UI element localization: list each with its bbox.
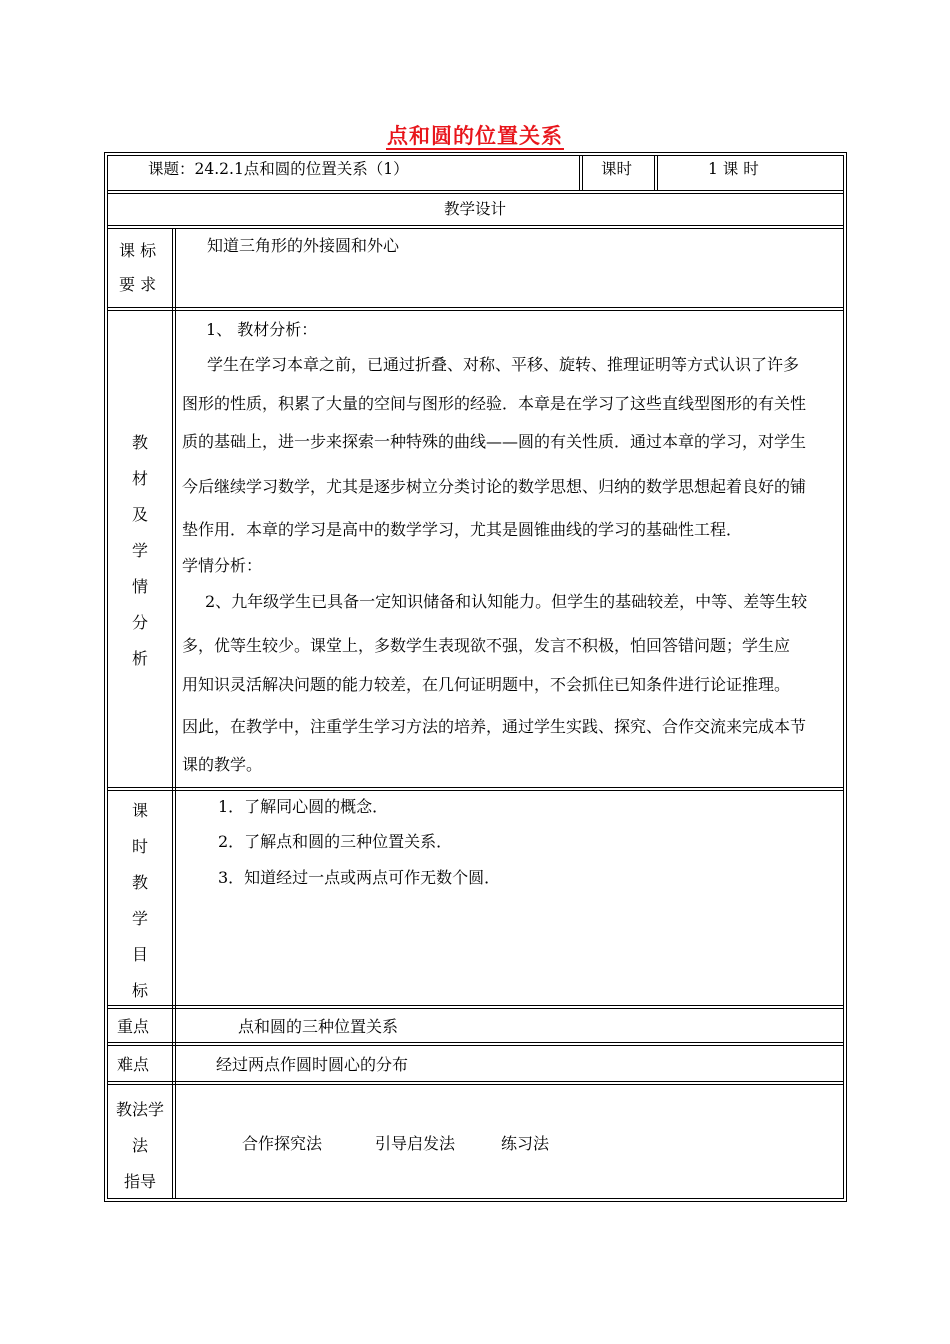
row-sep-design-2 bbox=[107, 228, 844, 229]
method-item: 合作探究法 bbox=[242, 1134, 323, 1153]
section-design: 教学设计 bbox=[444, 200, 507, 218]
objectives-label-char: 时 bbox=[131, 837, 148, 856]
row-sep-analysis bbox=[107, 787, 844, 788]
lesson-title: 课题：24.2.1点和圆的位置关系（1） bbox=[148, 160, 409, 178]
text-line: 课的教学。 bbox=[182, 755, 263, 774]
row-sep-objectives-2 bbox=[107, 1008, 844, 1009]
page-title: 点和圆的位置关系 bbox=[387, 124, 563, 148]
objectives-label-char: 课 bbox=[131, 801, 148, 820]
methods-label-line: 教法学 bbox=[115, 1100, 164, 1119]
method-item: 练习法 bbox=[501, 1134, 550, 1153]
objectives-label bbox=[108, 793, 172, 1009]
col-sep-label bbox=[172, 228, 173, 1199]
table-inner-top bbox=[107, 155, 844, 156]
method-item: 引导启发法 bbox=[375, 1134, 456, 1153]
objectives-label-char: 标 bbox=[131, 981, 148, 1000]
col-sep-header-2b bbox=[657, 155, 658, 191]
text-line: 用知识灵活解决问题的能力较差，在几何证明题中，不会抓住已知条件进行论证推理。 bbox=[182, 675, 791, 694]
analysis-label-char: 学 bbox=[131, 541, 148, 560]
objectives-label-char: 教 bbox=[131, 873, 148, 892]
objective-item: 1．了解同心圆的概念． bbox=[218, 797, 389, 816]
row-sep-objectives bbox=[107, 1005, 844, 1006]
text-line: 质的基础上，进一步来探索一种特殊的曲线——圆的有关性质．通过本章的学习，对学生 bbox=[182, 432, 807, 451]
standard-label-1: 课 标 bbox=[119, 241, 157, 260]
analysis-label-char: 情 bbox=[131, 577, 148, 596]
row-sep-design bbox=[107, 225, 844, 226]
analysis-label-char: 材 bbox=[131, 469, 148, 488]
text-line: 图形的性质，积累了大量的空间与图形的经验．本章是在学习了这些直线型图形的有关性 bbox=[182, 394, 807, 413]
analysis-label-char: 分 bbox=[131, 613, 148, 632]
methods-label-line: 法 bbox=[131, 1136, 148, 1155]
analysis-label-char: 析 bbox=[131, 649, 148, 668]
row-sep-header-2 bbox=[107, 193, 844, 194]
methods-label bbox=[108, 1092, 172, 1200]
row-sep-key-2 bbox=[107, 1045, 844, 1046]
title-underline bbox=[386, 148, 564, 150]
row-sep-difficult-2 bbox=[107, 1084, 844, 1085]
standard-label-2: 要 求 bbox=[119, 275, 157, 294]
period-label: 课时 bbox=[601, 160, 633, 178]
row-sep-difficult bbox=[107, 1081, 844, 1082]
methods-label-line: 指导 bbox=[123, 1172, 156, 1191]
key-point-label: 重点 bbox=[117, 1017, 150, 1036]
row-sep-key bbox=[107, 1042, 844, 1043]
table-inner-bottom bbox=[107, 1198, 844, 1199]
col-sep-header-2 bbox=[654, 155, 655, 191]
text-line: 垫作用．本章的学习是高中的数学学习，尤其是圆锥曲线的学习的基础性工程． bbox=[182, 520, 743, 539]
analysis-label-char: 教 bbox=[131, 433, 148, 452]
table-border-bottom bbox=[104, 1201, 847, 1202]
col-sep-header-1 bbox=[579, 155, 580, 191]
key-point-content: 点和圆的三种位置关系 bbox=[238, 1017, 399, 1036]
objectives-label-char: 学 bbox=[131, 909, 148, 928]
analysis-label bbox=[108, 425, 172, 677]
text-line: 2、九年级学生已具备一定知识储备和认知能力。但学生的基础较差，中等、差等生较 bbox=[205, 592, 808, 611]
difficult-point-content: 经过两点作圆时圆心的分布 bbox=[216, 1055, 409, 1074]
standard-content: 知道三角形的外接圆和外心 bbox=[207, 236, 400, 255]
student-analysis-heading: 学情分析： bbox=[182, 556, 263, 575]
text-line: 多，优等生较少。课堂上，多数学生表现欲不强，发言不积极，怕回答错问题；学生应 bbox=[182, 636, 791, 655]
row-sep-header bbox=[107, 190, 844, 191]
col-sep-label-2 bbox=[175, 228, 176, 1199]
difficult-point-label: 难点 bbox=[117, 1055, 150, 1074]
row-sep-standard-2 bbox=[107, 310, 844, 311]
text-line: 今后继续学习数学，尤其是逐步树立分类讨论的数学思想、归纳的数学思想起着良好的铺 bbox=[182, 477, 807, 496]
objective-item: 3．知道经过一点或两点可作无数个圆． bbox=[218, 868, 501, 887]
text-line: 学生在学习本章之前，已通过折叠、对称、平移、旋转、推理证明等方式认识了许多 bbox=[207, 355, 800, 374]
row-sep-standard bbox=[107, 307, 844, 308]
table-border-left bbox=[104, 152, 105, 1202]
col-sep-header-1b bbox=[582, 155, 583, 191]
period-value: 1 课 时 bbox=[708, 160, 759, 178]
analysis-label-char: 及 bbox=[131, 505, 148, 524]
table-border-right bbox=[846, 152, 847, 1202]
objective-item: 2．了解点和圆的三种位置关系． bbox=[218, 832, 453, 851]
text-line: 因此，在教学中，注重学生学习方法的培养，通过学生实践、探究、合作交流来完成本节 bbox=[182, 717, 807, 736]
row-sep-analysis-2 bbox=[107, 790, 844, 791]
material-analysis-heading: 1、 教材分析： bbox=[206, 320, 318, 339]
table-border-top bbox=[104, 152, 847, 153]
objectives-label-char: 目 bbox=[131, 945, 148, 964]
